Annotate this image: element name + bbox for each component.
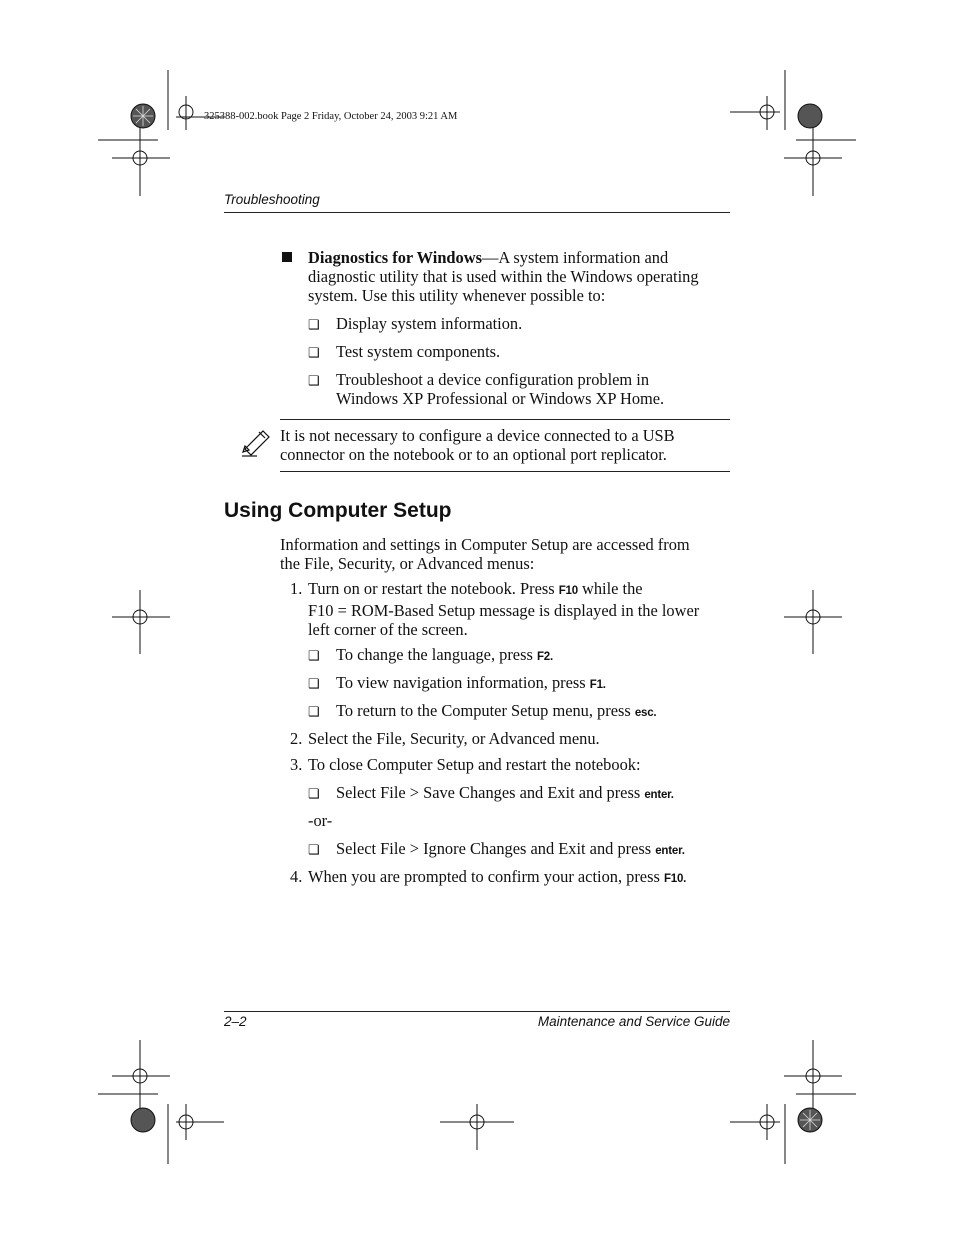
key-label: F2. [536, 651, 553, 663]
empty-box-bullet-icon: ❑ [308, 842, 320, 857]
diagnostics-line: system. Use this utility whenever possible to: [308, 286, 606, 305]
step-line: while the [577, 579, 643, 598]
page-number: 2–2 [224, 1014, 247, 1029]
step-line: left corner of the screen. [308, 620, 468, 639]
empty-box-bullet-icon: ❑ [308, 373, 320, 388]
running-header: Troubleshooting [224, 192, 320, 207]
empty-box-bullet-icon: ❑ [308, 676, 320, 691]
list-item [336, 645, 553, 667]
list-item [336, 370, 664, 408]
list-item-text: To return to the Computer Setup menu, press [336, 701, 635, 720]
empty-box-bullet-icon: ❑ [308, 317, 320, 332]
list-item: Test system components. [336, 342, 501, 361]
list-item-text: To view navigation information, press [336, 673, 590, 692]
note-top-rule [280, 419, 730, 420]
intro-line: the File, Security, or Advanced menus: [280, 554, 535, 573]
step-number: 2. [290, 729, 303, 748]
note-bottom-rule [280, 471, 730, 472]
list-item [336, 783, 674, 805]
footer-rule [224, 1011, 730, 1012]
or-separator: -or- [308, 811, 333, 830]
key-label: enter. [644, 789, 674, 801]
diagnostics-title: Diagnostics for Windows [308, 248, 482, 267]
list-item-line: Troubleshoot a device configuration problem in [336, 370, 650, 389]
section-title: Using Computer Setup [224, 499, 452, 522]
footer-title: Maintenance and Service Guide [537, 1014, 730, 1029]
diagnostics-paragraph [308, 248, 738, 305]
empty-box-bullet-icon: ❑ [308, 345, 320, 360]
list-item [336, 673, 606, 695]
empty-box-bullet-icon: ❑ [308, 704, 320, 719]
key-label: F10 [558, 585, 578, 597]
filled-square-bullet-icon [282, 252, 292, 262]
step-number: 3. [290, 755, 303, 774]
key-label: esc. [634, 707, 657, 719]
note-line: connector on the notebook or to an optional port replicator. [280, 445, 667, 464]
empty-box-bullet-icon: ❑ [308, 648, 320, 663]
key-label: enter. [655, 845, 685, 857]
step-line: When you are prompted to confirm your action, press [308, 867, 664, 886]
intro-paragraph [280, 535, 730, 573]
step-text: To close Computer Setup and restart the notebook: [308, 755, 641, 774]
list-item-text: To change the language, press [336, 645, 537, 664]
list-item-text: Select File > Save Changes and Exit and press [336, 783, 645, 802]
step-number: 1. [290, 579, 303, 598]
step-text [308, 867, 686, 889]
list-item: Display system information. [336, 314, 523, 333]
note-text [280, 426, 730, 464]
step-text: Select the File, Security, or Advanced menu. [308, 729, 600, 748]
key-label: F10. [663, 873, 687, 885]
key-label: F1. [589, 679, 606, 691]
diagnostics-line: diagnostic utility that is used within the Windows operating [308, 267, 699, 286]
list-item-line: Windows XP Professional or Windows XP Home. [336, 389, 665, 408]
step-line: F10 = ROM-Based Setup message is displayed in the lower [308, 601, 700, 620]
list-item-text: Select File > Ignore Changes and Exit and press [336, 839, 656, 858]
list-item [336, 839, 685, 861]
intro-line: Information and settings in Computer Setup are accessed from [280, 535, 690, 554]
pencil-note-icon [241, 430, 275, 458]
header-rule [224, 212, 730, 213]
step-line: Turn on or restart the notebook. Press [308, 579, 559, 598]
list-item [336, 701, 656, 723]
print-slug: 325388-002.book Page 2 Friday, October 24, 2003 9:21 AM [204, 111, 458, 122]
note-line: It is not necessary to configure a device connected to a USB [280, 426, 675, 445]
diagnostics-line: —A system information and [481, 248, 669, 267]
step-text [308, 579, 738, 639]
step-number: 4. [290, 867, 303, 886]
empty-box-bullet-icon: ❑ [308, 786, 320, 801]
